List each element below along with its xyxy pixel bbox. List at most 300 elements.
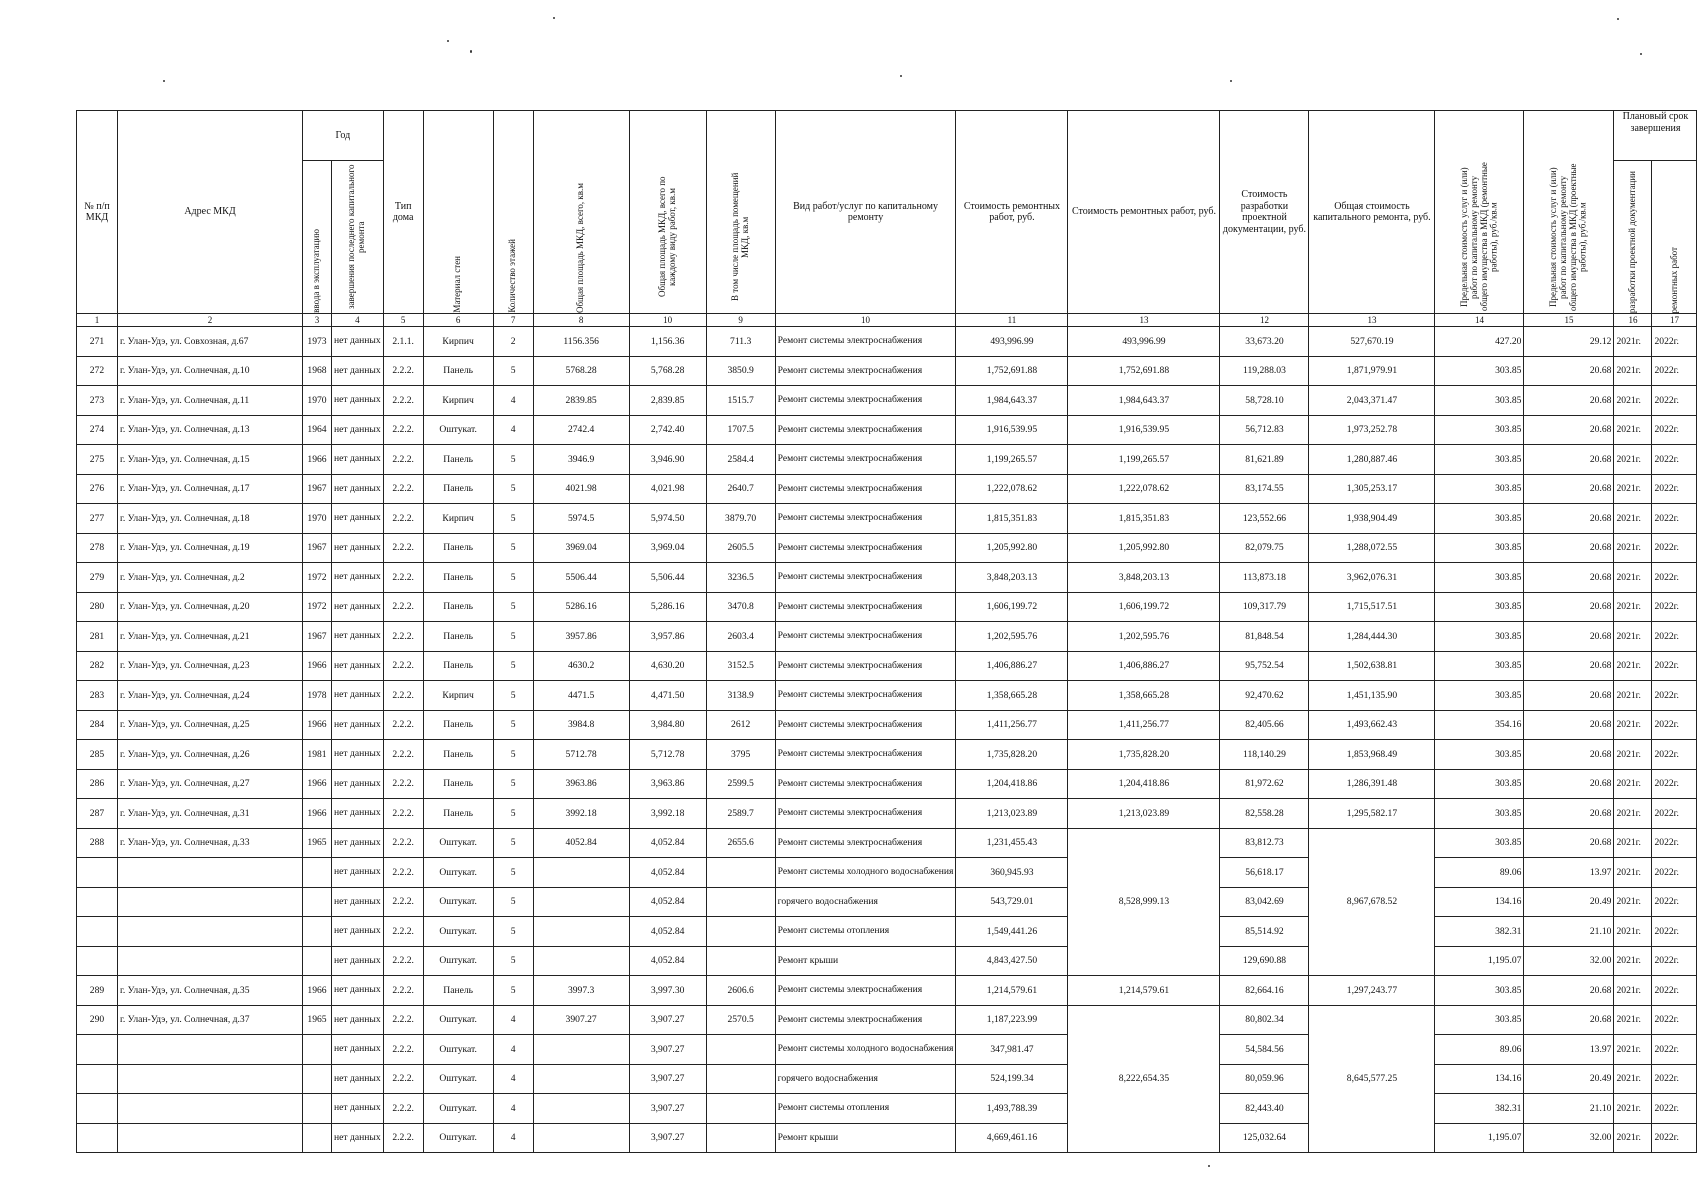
table-row: [77, 681, 1697, 711]
repair-cost-cell: 1,213,023.89: [956, 799, 1068, 829]
table-header: [77, 111, 1697, 327]
repair-cost-cell: 493,996.99: [956, 327, 1068, 357]
total-cost-cell: 3,962,076.31: [1309, 563, 1435, 593]
commission-year-empty: [303, 946, 332, 976]
wall-material-cell: Оштукат.: [423, 917, 493, 947]
table-row: [77, 976, 1697, 1006]
header-deadline-group: Плановый срок завершения: [1614, 111, 1697, 161]
column-number: 11: [956, 314, 1068, 327]
deadline-design-cell: 2021г.: [1614, 828, 1652, 858]
header-work-type: Вид работ/услуг по капитальному ремонту: [775, 111, 956, 314]
last-repair-cell: нет данных: [332, 710, 384, 740]
last-repair-cell: нет данных: [332, 563, 384, 593]
row-number-empty: [77, 1123, 118, 1153]
area-per-work-cell: 3,946.90: [629, 445, 706, 475]
limit-cost-repair-cell: 303.85: [1435, 563, 1524, 593]
deadline-design-cell: 2021г.: [1614, 740, 1652, 770]
address-cell: г. Улан-Удэ, ул. Солнечная, д.33: [118, 828, 303, 858]
premises-area-empty: [706, 858, 775, 888]
wall-material-cell: Оштукат.: [423, 1123, 493, 1153]
wall-material-cell: Панель: [423, 592, 493, 622]
header-address: Адрес МКД: [118, 111, 303, 314]
header-deadline-design: разработки проектной документации: [1614, 161, 1652, 314]
design-cost-cell: 56,618.17: [1220, 858, 1309, 888]
floors-cell: 5: [493, 710, 533, 740]
last-repair-cell: нет данных: [332, 858, 384, 888]
table-row: [77, 740, 1697, 770]
area-per-work-cell: 5,768.28: [629, 356, 706, 386]
deadline-design-cell: 2021г.: [1614, 858, 1652, 888]
design-cost-cell: 83,812.73: [1220, 828, 1309, 858]
design-cost-cell: 82,405.66: [1220, 710, 1309, 740]
work-type-cell: Ремонт системы электроснабжения: [775, 356, 956, 386]
wall-material-cell: Оштукат.: [423, 1094, 493, 1124]
floors-cell: 4: [493, 1123, 533, 1153]
work-type-cell: Ремонт системы электроснабжения: [775, 327, 956, 357]
repair-cost-total-cell: 1,204,418.86: [1068, 769, 1220, 799]
premises-area-cell: 3152.5: [706, 651, 775, 681]
total-area-empty: [533, 917, 629, 947]
area-per-work-cell: 5,506.44: [629, 563, 706, 593]
house-type-cell: 2.2.2.: [383, 504, 423, 534]
floors-cell: 4: [493, 1035, 533, 1065]
deadline-repair-cell: 2022г.: [1652, 887, 1697, 917]
wall-material-cell: Оштукат.: [423, 858, 493, 888]
limit-cost-design-cell: 20.68: [1524, 415, 1614, 445]
total-area-cell: 3992.18: [533, 799, 629, 829]
design-cost-cell: 82,558.28: [1220, 799, 1309, 829]
deadline-repair-cell: 2022г.: [1652, 1064, 1697, 1094]
total-area-cell: 3946.9: [533, 445, 629, 475]
row-number-empty: [77, 946, 118, 976]
header-repair-cost-2: Стоимость ремонтных работ, руб.: [1068, 111, 1220, 314]
limit-cost-design-cell: 20.68: [1524, 769, 1614, 799]
floors-cell: 4: [493, 386, 533, 416]
address-empty: [118, 917, 303, 947]
commission-year-cell: 1966: [303, 710, 332, 740]
wall-material-cell: Панель: [423, 533, 493, 563]
wall-material-cell: Панель: [423, 563, 493, 593]
area-per-work-cell: 5,286.16: [629, 592, 706, 622]
row-number: 280: [77, 592, 118, 622]
repair-cost-total-cell: 1,916,539.95: [1068, 415, 1220, 445]
table-row: [77, 327, 1697, 357]
limit-cost-repair-cell: 382.31: [1435, 1094, 1524, 1124]
premises-area-cell: 2612: [706, 710, 775, 740]
address-cell: г. Улан-Удэ, ул. Солнечная, д.20: [118, 592, 303, 622]
repair-cost-cell: 1,549,441.26: [956, 917, 1068, 947]
floors-cell: 5: [493, 946, 533, 976]
design-cost-cell: 85,514.92: [1220, 917, 1309, 947]
house-type-cell: 2.2.2.: [383, 474, 423, 504]
header-limit-cost-repair: Предельная стоимость услуг и (или) работ по капитальному ремонту общего имущества в МКД (ремонтные работы), руб./кв.м: [1435, 111, 1524, 314]
design-cost-cell: 56,712.83: [1220, 415, 1309, 445]
house-type-cell: 2.2.2.: [383, 563, 423, 593]
repair-cost-total-cell: 1,214,579.61: [1068, 976, 1220, 1006]
work-type-cell: горячего водоснабжения: [775, 887, 956, 917]
premises-area-cell: 2603.4: [706, 622, 775, 652]
table-row: [77, 946, 1697, 976]
total-cost-cell: 1,973,252.78: [1309, 415, 1435, 445]
repair-cost-cell: 347,981.47: [956, 1035, 1068, 1065]
repair-cost-cell: 1,222,078.62: [956, 474, 1068, 504]
deadline-repair-cell: 2022г.: [1652, 386, 1697, 416]
table-row: [77, 1094, 1697, 1124]
total-area-cell: 5506.44: [533, 563, 629, 593]
commission-year-cell: 1966: [303, 651, 332, 681]
limit-cost-repair-cell: 382.31: [1435, 917, 1524, 947]
column-number: 14: [1435, 314, 1524, 327]
design-cost-cell: 81,972.62: [1220, 769, 1309, 799]
column-number: 6: [423, 314, 493, 327]
last-repair-cell: нет данных: [332, 917, 384, 947]
deadline-design-cell: 2021г.: [1614, 474, 1652, 504]
limit-cost-repair-cell: 303.85: [1435, 504, 1524, 534]
premises-area-empty: [706, 887, 775, 917]
scan-speck: [1208, 1165, 1210, 1167]
area-per-work-cell: 3,957.86: [629, 622, 706, 652]
address-cell: г. Улан-Удэ, ул. Солнечная, д.2: [118, 563, 303, 593]
column-number: 10: [775, 314, 956, 327]
house-type-cell: 2.2.2.: [383, 1064, 423, 1094]
house-type-cell: 2.2.2.: [383, 1094, 423, 1124]
limit-cost-design-cell: 20.68: [1524, 1005, 1614, 1035]
total-area-empty: [533, 1123, 629, 1153]
total-cost-cell: 1,451,135.90: [1309, 681, 1435, 711]
table-row: [77, 592, 1697, 622]
work-type-cell: горячего водоснабжения: [775, 1064, 956, 1094]
premises-area-empty: [706, 1123, 775, 1153]
commission-year-cell: 1972: [303, 563, 332, 593]
table-row: [77, 1035, 1697, 1065]
deadline-design-cell: 2021г.: [1614, 622, 1652, 652]
floors-cell: 5: [493, 828, 533, 858]
last-repair-cell: нет данных: [332, 1005, 384, 1035]
house-type-cell: 2.2.2.: [383, 858, 423, 888]
scan-speck: [553, 17, 555, 19]
deadline-repair-cell: 2022г.: [1652, 415, 1697, 445]
row-number-empty: [77, 1064, 118, 1094]
deadline-repair-cell: 2022г.: [1652, 356, 1697, 386]
address-cell: г. Улан-Удэ, ул. Солнечная, д.13: [118, 415, 303, 445]
column-number: 16: [1614, 314, 1652, 327]
house-type-cell: 2.2.2.: [383, 769, 423, 799]
table-row: [77, 415, 1697, 445]
header-area-per-work: Общая площадь МКД, всего по каждому виду работ, кв.м: [629, 111, 706, 314]
row-number: 281: [77, 622, 118, 652]
last-repair-cell: нет данных: [332, 799, 384, 829]
deadline-design-cell: 2021г.: [1614, 327, 1652, 357]
wall-material-cell: Оштукат.: [423, 1035, 493, 1065]
total-cost-cell: 1,305,253.17: [1309, 474, 1435, 504]
commission-year-cell: 1967: [303, 533, 332, 563]
commission-year-cell: 1978: [303, 681, 332, 711]
repair-cost-cell: 1,735,828.20: [956, 740, 1068, 770]
premises-area-cell: 3850.9: [706, 356, 775, 386]
deadline-repair-cell: 2022г.: [1652, 1094, 1697, 1124]
limit-cost-design-cell: 20.68: [1524, 710, 1614, 740]
deadline-design-cell: 2021г.: [1614, 415, 1652, 445]
limit-cost-repair-cell: 303.85: [1435, 356, 1524, 386]
design-cost-cell: 82,664.16: [1220, 976, 1309, 1006]
deadline-repair-cell: 2022г.: [1652, 563, 1697, 593]
total-cost-cell: 1,284,444.30: [1309, 622, 1435, 652]
premises-area-cell: 2606.6: [706, 976, 775, 1006]
table-body: [77, 327, 1697, 1153]
row-number: 283: [77, 681, 118, 711]
limit-cost-repair-cell: 303.85: [1435, 386, 1524, 416]
floors-cell: 5: [493, 858, 533, 888]
area-per-work-cell: 3,907.27: [629, 1005, 706, 1035]
premises-area-cell: 3236.5: [706, 563, 775, 593]
address-empty: [118, 1094, 303, 1124]
limit-cost-design-cell: 29.12: [1524, 327, 1614, 357]
deadline-repair-cell: 2022г.: [1652, 445, 1697, 475]
last-repair-cell: нет данных: [332, 681, 384, 711]
premises-area-empty: [706, 1094, 775, 1124]
repair-cost-cell: 1,606,199.72: [956, 592, 1068, 622]
work-type-cell: Ремонт системы электроснабжения: [775, 592, 956, 622]
floors-cell: 5: [493, 445, 533, 475]
wall-material-cell: Оштукат.: [423, 415, 493, 445]
work-type-cell: Ремонт системы электроснабжения: [775, 474, 956, 504]
scan-speck: [1617, 18, 1619, 20]
commission-year-empty: [303, 1123, 332, 1153]
floors-cell: 5: [493, 474, 533, 504]
design-cost-cell: 109,317.79: [1220, 592, 1309, 622]
house-type-cell: 2.2.2.: [383, 622, 423, 652]
deadline-design-cell: 2021г.: [1614, 651, 1652, 681]
design-cost-cell: 81,848.54: [1220, 622, 1309, 652]
deadline-repair-cell: 2022г.: [1652, 769, 1697, 799]
last-repair-cell: нет данных: [332, 1094, 384, 1124]
design-cost-cell: 83,042.69: [1220, 887, 1309, 917]
design-cost-cell: 83,174.55: [1220, 474, 1309, 504]
address-cell: г. Улан-Удэ, ул. Солнечная, д.18: [118, 504, 303, 534]
limit-cost-design-cell: 20.68: [1524, 533, 1614, 563]
work-type-cell: Ремонт системы электроснабжения: [775, 976, 956, 1006]
design-cost-cell: 113,873.18: [1220, 563, 1309, 593]
repair-cost-total-cell: 1,205,992.80: [1068, 533, 1220, 563]
column-number: 9: [706, 314, 775, 327]
area-per-work-cell: 2,839.85: [629, 386, 706, 416]
limit-cost-design-cell: 20.68: [1524, 504, 1614, 534]
address-cell: г. Улан-Удэ, ул. Солнечная, д.11: [118, 386, 303, 416]
last-repair-cell: нет данных: [332, 445, 384, 475]
total-area-cell: 1156.356: [533, 327, 629, 357]
limit-cost-design-cell: 20.68: [1524, 563, 1614, 593]
wall-material-cell: Кирпич: [423, 504, 493, 534]
wall-material-cell: Оштукат.: [423, 1005, 493, 1035]
area-per-work-cell: 2,742.40: [629, 415, 706, 445]
header-limit-cost-design: Предельная стоимость услуг и (или) работ по капитальному ремонту общего имущества в МКД (проектные работы), руб./кв.м: [1524, 111, 1614, 314]
header-premises-area: В том числе площадь помещений МКД, кв.м: [706, 111, 775, 314]
design-cost-cell: 119,288.03: [1220, 356, 1309, 386]
total-cost-cell: 1,493,662.43: [1309, 710, 1435, 740]
row-number: 289: [77, 976, 118, 1006]
total-area-cell: 4471.5: [533, 681, 629, 711]
column-number: 8: [533, 314, 629, 327]
last-repair-cell: нет данных: [332, 828, 384, 858]
row-number: 275: [77, 445, 118, 475]
repair-cost-cell: 1,411,256.77: [956, 710, 1068, 740]
last-repair-cell: нет данных: [332, 1064, 384, 1094]
total-cost-cell: 1,297,243.77: [1309, 976, 1435, 1006]
total-area-cell: 5768.28: [533, 356, 629, 386]
wall-material-cell: Панель: [423, 622, 493, 652]
row-number: 274: [77, 415, 118, 445]
commission-year-cell: 1968: [303, 356, 332, 386]
floors-cell: 4: [493, 415, 533, 445]
wall-material-cell: Панель: [423, 799, 493, 829]
total-cost-cell: 1,288,072.55: [1309, 533, 1435, 563]
header-year-last-repair: завершения последнего капитального ремонта: [332, 161, 384, 314]
total-cost-cell: 527,670.19: [1309, 327, 1435, 357]
row-number: 271: [77, 327, 118, 357]
deadline-repair-cell: 2022г.: [1652, 1035, 1697, 1065]
commission-year-cell: 1967: [303, 474, 332, 504]
commission-year-cell: 1981: [303, 740, 332, 770]
commission-year-cell: 1966: [303, 976, 332, 1006]
total-area-cell: 4052.84: [533, 828, 629, 858]
deadline-repair-cell: 2022г.: [1652, 917, 1697, 947]
commission-year-empty: [303, 887, 332, 917]
table-row: [77, 858, 1697, 888]
address-cell: г. Улан-Удэ, ул. Солнечная, д.37: [118, 1005, 303, 1035]
address-cell: г. Улан-Удэ, ул. Солнечная, д.10: [118, 356, 303, 386]
repair-cost-cell: 1,493,788.39: [956, 1094, 1068, 1124]
house-type-cell: 2.2.2.: [383, 740, 423, 770]
repair-cost-total-cell: 1,199,265.57: [1068, 445, 1220, 475]
repair-cost-total-cell: 1,358,665.28: [1068, 681, 1220, 711]
header-number: № п/п МКД: [77, 111, 118, 314]
last-repair-cell: нет данных: [332, 651, 384, 681]
header-wall-material: Материал стен: [423, 111, 493, 314]
premises-area-cell: 2584.4: [706, 445, 775, 475]
area-per-work-cell: 5,712.78: [629, 740, 706, 770]
wall-material-cell: Панель: [423, 474, 493, 504]
repair-cost-cell: 1,984,643.37: [956, 386, 1068, 416]
house-type-cell: 2.1.1.: [383, 327, 423, 357]
commission-year-cell: 1967: [303, 622, 332, 652]
commission-year-cell: 1966: [303, 769, 332, 799]
repair-cost-cell: 360,945.93: [956, 858, 1068, 888]
premises-area-empty: [706, 1064, 775, 1094]
limit-cost-design-cell: 20.68: [1524, 799, 1614, 829]
floors-cell: 5: [493, 917, 533, 947]
floors-cell: 5: [493, 504, 533, 534]
limit-cost-repair-cell: 303.85: [1435, 533, 1524, 563]
repair-cost-total-cell: 1,606,199.72: [1068, 592, 1220, 622]
house-type-cell: 2.2.2.: [383, 592, 423, 622]
deadline-repair-cell: 2022г.: [1652, 474, 1697, 504]
area-per-work-cell: 4,471.50: [629, 681, 706, 711]
row-number-empty: [77, 1094, 118, 1124]
total-cost-cell: 2,043,371.47: [1309, 386, 1435, 416]
row-number: 279: [77, 563, 118, 593]
repair-cost-cell: 1,202,595.76: [956, 622, 1068, 652]
wall-material-cell: Панель: [423, 356, 493, 386]
limit-cost-design-cell: 21.10: [1524, 917, 1614, 947]
limit-cost-design-cell: 20.68: [1524, 622, 1614, 652]
table-row: [77, 710, 1697, 740]
limit-cost-design-cell: 13.97: [1524, 1035, 1614, 1065]
commission-year-empty: [303, 1035, 332, 1065]
floors-cell: 5: [493, 592, 533, 622]
row-number: 282: [77, 651, 118, 681]
total-area-cell: 3907.27: [533, 1005, 629, 1035]
work-type-cell: Ремонт системы электроснабжения: [775, 769, 956, 799]
premises-area-cell: 3879.70: [706, 504, 775, 534]
area-per-work-cell: 4,052.84: [629, 917, 706, 947]
wall-material-cell: Оштукат.: [423, 946, 493, 976]
row-number: 277: [77, 504, 118, 534]
deadline-design-cell: 2021г.: [1614, 445, 1652, 475]
deadline-design-cell: 2021г.: [1614, 946, 1652, 976]
repair-cost-total-cell: 1,406,886.27: [1068, 651, 1220, 681]
commission-year-cell: 1965: [303, 1005, 332, 1035]
area-per-work-cell: 3,992.18: [629, 799, 706, 829]
house-type-cell: 2.2.2.: [383, 946, 423, 976]
address-cell: г. Улан-Удэ, ул. Солнечная, д.26: [118, 740, 303, 770]
wall-material-cell: Оштукат.: [423, 887, 493, 917]
deadline-repair-cell: 2022г.: [1652, 828, 1697, 858]
table-row: [77, 474, 1697, 504]
limit-cost-repair-cell: 1,195.07: [1435, 1123, 1524, 1153]
wall-material-cell: Панель: [423, 651, 493, 681]
commission-year-cell: 1970: [303, 504, 332, 534]
deadline-design-cell: 2021г.: [1614, 1035, 1652, 1065]
repair-cost-cell: 1,205,992.80: [956, 533, 1068, 563]
repair-cost-cell: 1,187,223.99: [956, 1005, 1068, 1035]
commission-year-empty: [303, 858, 332, 888]
last-repair-cell: нет данных: [332, 1123, 384, 1153]
area-per-work-cell: 4,052.84: [629, 946, 706, 976]
address-cell: г. Улан-Удэ, ул. Солнечная, д.31: [118, 799, 303, 829]
last-repair-cell: нет данных: [332, 976, 384, 1006]
commission-year-empty: [303, 917, 332, 947]
repair-cost-cell: 1,214,579.61: [956, 976, 1068, 1006]
row-number-empty: [77, 887, 118, 917]
commission-year-cell: 1972: [303, 592, 332, 622]
house-type-cell: 2.2.2.: [383, 1123, 423, 1153]
deadline-design-cell: 2021г.: [1614, 563, 1652, 593]
last-repair-cell: нет данных: [332, 386, 384, 416]
deadline-design-cell: 2021г.: [1614, 1064, 1652, 1094]
last-repair-cell: нет данных: [332, 740, 384, 770]
wall-material-cell: Оштукат.: [423, 828, 493, 858]
table-row: [77, 1005, 1697, 1035]
limit-cost-design-cell: 20.68: [1524, 474, 1614, 504]
work-type-cell: Ремонт системы электроснабжения: [775, 386, 956, 416]
column-number: 2: [118, 314, 303, 327]
house-type-cell: 2.2.2.: [383, 445, 423, 475]
design-cost-cell: 58,728.10: [1220, 386, 1309, 416]
wall-material-cell: Панель: [423, 710, 493, 740]
limit-cost-repair-cell: 427.20: [1435, 327, 1524, 357]
work-type-cell: Ремонт системы отопления: [775, 917, 956, 947]
limit-cost-repair-cell: 134.16: [1435, 887, 1524, 917]
repair-cost-total-cell: 8,222,654.35: [1068, 1005, 1220, 1153]
area-per-work-cell: 4,052.84: [629, 828, 706, 858]
limit-cost-repair-cell: 303.85: [1435, 976, 1524, 1006]
total-area-cell: 4630.2: [533, 651, 629, 681]
table-row: [77, 887, 1697, 917]
row-number: 288: [77, 828, 118, 858]
column-number: 13: [1309, 314, 1435, 327]
house-type-cell: 2.2.2.: [383, 1035, 423, 1065]
table-row: [77, 386, 1697, 416]
